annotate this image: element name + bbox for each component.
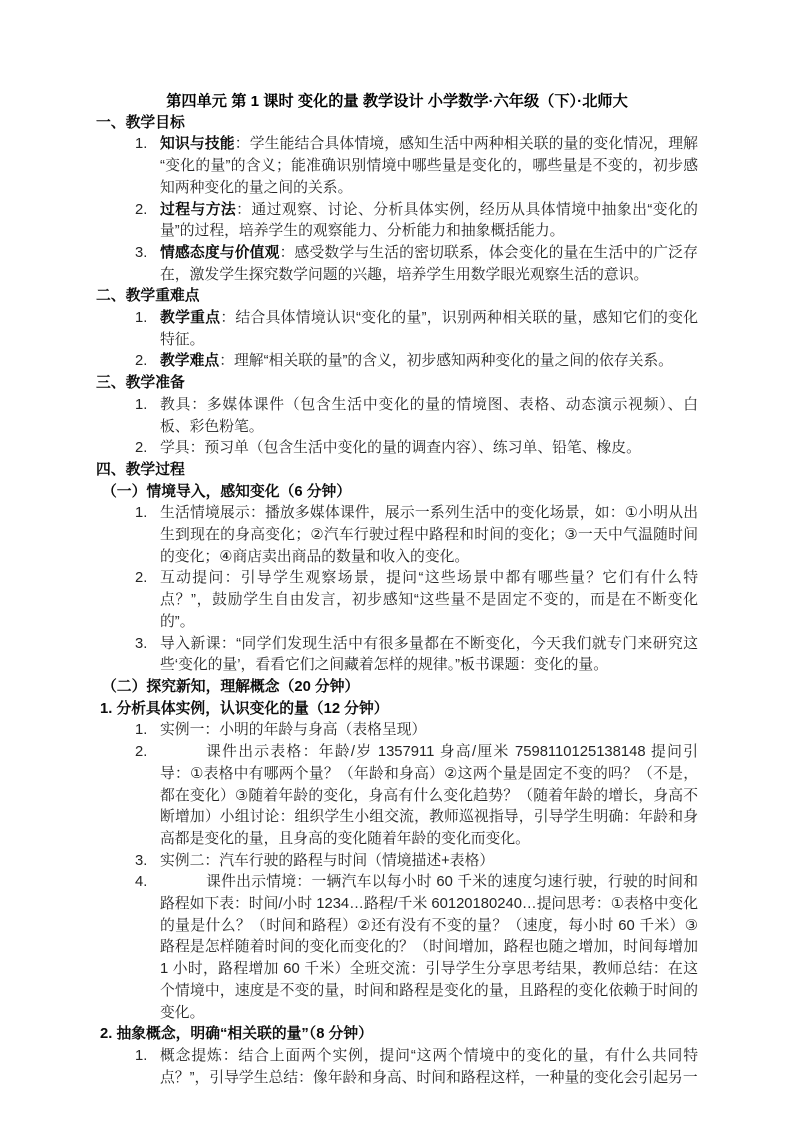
list-item-number: 2. (135, 201, 148, 218)
list-item-text: 课件出示表格：年龄/岁 1357911 身高/厘米 7598110125138148 提问引导：①表格中有哪两个量？（年龄和身高）②这两个量是固定不变的吗？（不是，都在变化）③随着年龄的变化，身高有什么变化趋势？（随着年龄的增长，身高不断增加）小组讨论：组织学生小组交流，教师巡视指导，引导学生明确：年龄和身高都是变化的量，且身高的变化随着年龄的变化而变化。 (160, 744, 698, 847)
list-item-text: 生活情境展示：播放多媒体课件，展示一系列生活中的变化场景，如：①小明从出生到现在的身高变化；②汽车行驶过程中路程和时间的变化；③一天中气温随时间的变化；④商店卖出商品的数量和收入的变化。 (160, 505, 698, 565)
list-item-text (160, 134, 698, 199)
subsubsection-heading-concept: 2. 抽象概念，明确“相关联的量”（8 分钟） (100, 1026, 373, 1043)
process-item (135, 503, 698, 568)
example-item (135, 720, 698, 742)
list-item-text: 实例一：小明的年龄与身高（表格呈现） (160, 722, 427, 739)
section-heading-key-points: 二、教学重难点 (96, 288, 200, 305)
list-item-number: 4. (135, 874, 148, 891)
list-item-number: 2. (135, 570, 148, 587)
concept-item (135, 1046, 698, 1089)
subsection-heading-explore: （二）探究新知，理解概念（20 分钟） (102, 678, 360, 695)
list-item-number: 2. (135, 353, 148, 370)
list-item-number: 1. (135, 505, 148, 522)
list-item-number: 1. (135, 722, 148, 739)
process-item (135, 634, 698, 677)
list-item-text: 课件出示情境：一辆汽车以每小时 60 千米的速度匀速行驶，行驶的时间和路程如下表：时间/小时 1234…路程/千米 60120180240…提问思考：①表格中变化的量是什么？（时间和路程）②还有没有不变的量？（速度，每小时 60 千米）③路程是怎样随着时间的变化而变化的？（时间增加，路程也随之增加，时间每增加 1 小时，路程增加 60 千米）全班交流：引导学生分享思考结果，教师总结：在这个情境中，速度是不变的量，时间和路程是变化的量，且路程的变化依赖于时间的变化。 (160, 874, 698, 1021)
list-item-text: 实例二：汽车行驶的路程与时间（情境描述+表格） (160, 852, 495, 869)
subsubsection-heading-examples: 1. 分析具体实例，认识变化的量（12 分钟） (100, 700, 389, 717)
list-item-text (160, 243, 698, 286)
document-title: 第四单元 第 1 课时 变化的量 教学设计 小学数学·六年级（下）·北师大 (166, 93, 628, 110)
item-body: ：通过观察、讨论、分析具体实例，经历从具体情境中抽象出“变化的量”的过程，培养学生的观察能力、分析能力和抽象概括能力。 (160, 201, 698, 240)
objective-item (135, 200, 698, 243)
list-item-text (160, 351, 698, 373)
section-heading-preparation: 三、教学准备 (96, 375, 185, 392)
list-item-text (160, 308, 698, 351)
objective-item (135, 134, 698, 199)
section-heading-objectives: 一、教学目标 (96, 114, 185, 131)
item-body: ：感受数学与生活的密切联系，体会变化的量在生活中的广泛存在，激发学生探究数学问题的兴趣，培养学生用数学眼光观察生活的意识。 (160, 244, 698, 283)
item-body: ：结合具体情境认识“变化的量”，识别两种相关联的量，感知它们的变化特征。 (160, 310, 698, 348)
example-item (135, 742, 698, 851)
process-item (135, 568, 698, 633)
list-item-number: 2. (135, 440, 148, 457)
item-lead: 过程与方法 (160, 201, 237, 218)
list-item-number: 1. (135, 310, 148, 327)
item-lead: 教学难点 (160, 353, 220, 370)
preparation-item (135, 395, 698, 438)
list-item-text: 概念提炼：结合上面两个实例，提问“这两个情境中的变化的量，有什么共同特点？”，引导学生总结：像年龄和身高、时间和路程这样，一种量的变化会引起另一 (160, 1047, 698, 1086)
example-item (135, 851, 698, 873)
objective-item (135, 243, 698, 286)
list-item-text (160, 200, 698, 243)
preparation-item (135, 438, 698, 460)
list-item-text: 教具：多媒体课件（包含生活中变化的量的情境图、表格、动态演示视频）、白板、彩色粉笔。 (160, 396, 698, 435)
example-item (135, 872, 698, 1024)
section-heading-process: 四、教学过程 (96, 461, 185, 478)
list-item-number: 3. (135, 635, 148, 652)
item-lead: 知识与技能 (160, 136, 235, 153)
key-point-item (135, 308, 698, 351)
item-body: ：学生能结合具体情境，感知生活中两种相关联的量的变化情况，理解“变化的量”的含义；能准确识别情境中哪些量是变化的，哪些量是不变的，初步感知两种变化的量之间的关系。 (160, 136, 698, 196)
list-item-number: 1. (135, 136, 148, 153)
list-item-number: 3. (135, 244, 148, 261)
list-item-number: 1. (135, 1047, 148, 1064)
item-lead: 教学重点 (160, 310, 221, 327)
item-body: ：理解“相关联的量”的含义，初步感知两种变化的量之间的依存关系。 (219, 353, 673, 370)
item-lead: 情感态度与价值观 (160, 244, 280, 261)
list-item-text: 学具：预习单（包含生活中变化的量的调查内容）、练习单、铅笔、橡皮。 (160, 440, 641, 457)
key-point-item (135, 351, 698, 373)
list-item-text: 互动提问：引导学生观察场景，提问“这些场景中都有哪些量？它们有什么特点？”，鼓励学生自由发言，初步感知“这些量不是固定不变的，而是在不断变化的”。 (160, 570, 698, 630)
list-item-number: 1. (135, 396, 148, 413)
list-item-number: 2. (135, 744, 148, 761)
subsection-heading-intro: （一）情境导入，感知变化（6 分钟） (102, 483, 352, 500)
list-item-number: 3. (135, 852, 148, 869)
list-item-text: 导入新课：“同学们发现生活中有很多量都在不断变化，今天我们就专门来研究这些‘变化的量’，看看它们之间藏着怎样的规律。”板书课题：变化的量。 (160, 635, 698, 674)
